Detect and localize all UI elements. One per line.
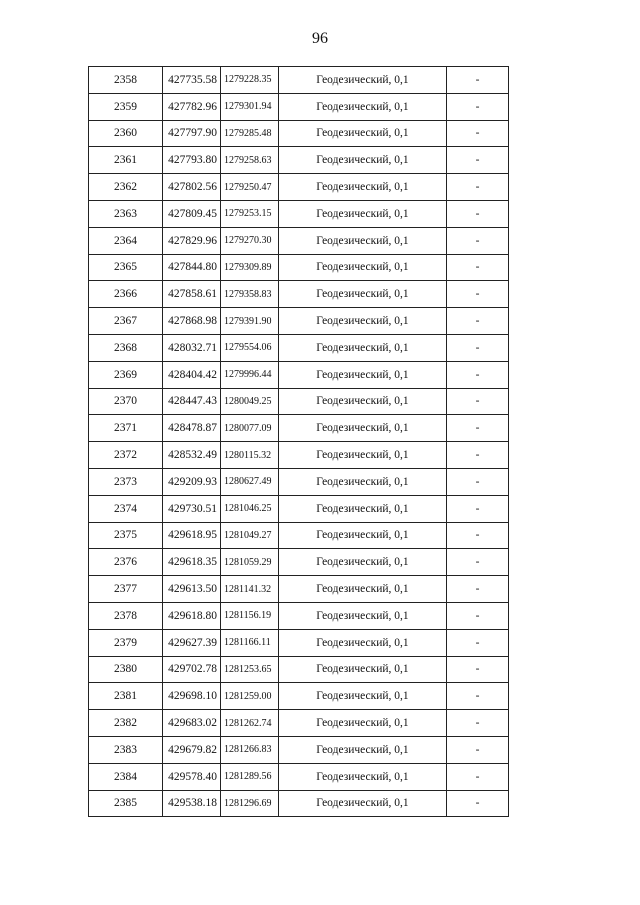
note-cell: - — [447, 495, 509, 522]
x-coordinate-cell: 427858.61 — [163, 281, 221, 308]
method-accuracy-cell: Геодезический, 0,1 — [279, 254, 447, 281]
point-number-cell: 2362 — [89, 174, 163, 201]
note-cell: - — [447, 67, 509, 94]
table-row — [89, 576, 509, 603]
table-row — [89, 120, 509, 147]
point-number-cell: 2379 — [89, 629, 163, 656]
y-coordinate-cell: 1281059.29 — [221, 549, 279, 576]
note-cell: - — [447, 602, 509, 629]
x-coordinate-cell: 429618.95 — [163, 522, 221, 549]
table-row — [89, 602, 509, 629]
note-cell: - — [447, 200, 509, 227]
method-accuracy-cell: Геодезический, 0,1 — [279, 736, 447, 763]
x-coordinate-cell: 428532.49 — [163, 442, 221, 469]
note-cell: - — [447, 254, 509, 281]
point-number-cell: 2380 — [89, 656, 163, 683]
note-cell: - — [447, 736, 509, 763]
table-row — [89, 522, 509, 549]
y-coordinate-cell: 1279309.89 — [221, 254, 279, 281]
point-number-cell: 2381 — [89, 683, 163, 710]
point-number-cell: 2371 — [89, 415, 163, 442]
note-cell: - — [447, 388, 509, 415]
method-accuracy-cell: Геодезический, 0,1 — [279, 442, 447, 469]
y-coordinate-cell: 1279285.48 — [221, 120, 279, 147]
point-number-cell: 2382 — [89, 710, 163, 737]
y-coordinate-cell: 1280627.49 — [221, 468, 279, 495]
y-coordinate-cell: 1279253.15 — [221, 200, 279, 227]
point-number-cell: 2369 — [89, 361, 163, 388]
x-coordinate-cell: 429578.40 — [163, 763, 221, 790]
point-number-cell: 2367 — [89, 308, 163, 335]
note-cell: - — [447, 93, 509, 120]
method-accuracy-cell: Геодезический, 0,1 — [279, 468, 447, 495]
y-coordinate-cell: 1279250.47 — [221, 174, 279, 201]
y-coordinate-cell: 1279358.83 — [221, 281, 279, 308]
note-cell: - — [447, 308, 509, 335]
y-coordinate-cell: 1281262.74 — [221, 710, 279, 737]
coordinates-table — [88, 66, 509, 817]
y-coordinate-cell: 1280077.09 — [221, 415, 279, 442]
point-number-cell: 2370 — [89, 388, 163, 415]
y-coordinate-cell: 1279554.06 — [221, 334, 279, 361]
method-accuracy-cell: Геодезический, 0,1 — [279, 93, 447, 120]
point-number-cell: 2383 — [89, 736, 163, 763]
table-row — [89, 656, 509, 683]
x-coordinate-cell: 428478.87 — [163, 415, 221, 442]
note-cell: - — [447, 120, 509, 147]
method-accuracy-cell: Геодезический, 0,1 — [279, 415, 447, 442]
table-row — [89, 468, 509, 495]
point-number-cell: 2373 — [89, 468, 163, 495]
method-accuracy-cell: Геодезический, 0,1 — [279, 67, 447, 94]
method-accuracy-cell: Геодезический, 0,1 — [279, 361, 447, 388]
table-row — [89, 388, 509, 415]
y-coordinate-cell: 1281259.00 — [221, 683, 279, 710]
point-number-cell: 2363 — [89, 200, 163, 227]
x-coordinate-cell: 429730.51 — [163, 495, 221, 522]
page-number: 96 — [312, 30, 328, 47]
method-accuracy-cell: Геодезический, 0,1 — [279, 120, 447, 147]
method-accuracy-cell: Геодезический, 0,1 — [279, 522, 447, 549]
table-row — [89, 629, 509, 656]
method-accuracy-cell: Геодезический, 0,1 — [279, 683, 447, 710]
note-cell: - — [447, 790, 509, 817]
note-cell: - — [447, 710, 509, 737]
x-coordinate-cell: 429618.80 — [163, 602, 221, 629]
x-coordinate-cell: 429698.10 — [163, 683, 221, 710]
point-number-cell: 2377 — [89, 576, 163, 603]
method-accuracy-cell: Геодезический, 0,1 — [279, 334, 447, 361]
table-row — [89, 710, 509, 737]
x-coordinate-cell: 429679.82 — [163, 736, 221, 763]
y-coordinate-cell: 1279391.90 — [221, 308, 279, 335]
table-row — [89, 495, 509, 522]
table-row — [89, 254, 509, 281]
table-row — [89, 200, 509, 227]
y-coordinate-cell: 1279301.94 — [221, 93, 279, 120]
y-coordinate-cell: 1281253.65 — [221, 656, 279, 683]
y-coordinate-cell: 1281046.25 — [221, 495, 279, 522]
x-coordinate-cell: 428447.43 — [163, 388, 221, 415]
method-accuracy-cell: Геодезический, 0,1 — [279, 790, 447, 817]
point-number-cell: 2361 — [89, 147, 163, 174]
method-accuracy-cell: Геодезический, 0,1 — [279, 629, 447, 656]
point-number-cell: 2366 — [89, 281, 163, 308]
x-coordinate-cell: 427802.56 — [163, 174, 221, 201]
x-coordinate-cell: 429702.78 — [163, 656, 221, 683]
method-accuracy-cell: Геодезический, 0,1 — [279, 147, 447, 174]
table-row — [89, 683, 509, 710]
note-cell: - — [447, 281, 509, 308]
x-coordinate-cell: 427797.90 — [163, 120, 221, 147]
y-coordinate-cell: 1279270.30 — [221, 227, 279, 254]
note-cell: - — [447, 415, 509, 442]
method-accuracy-cell: Геодезический, 0,1 — [279, 227, 447, 254]
note-cell: - — [447, 656, 509, 683]
method-accuracy-cell: Геодезический, 0,1 — [279, 549, 447, 576]
note-cell: - — [447, 468, 509, 495]
x-coordinate-cell: 427735.58 — [163, 67, 221, 94]
x-coordinate-cell: 429618.35 — [163, 549, 221, 576]
y-coordinate-cell: 1281156.19 — [221, 602, 279, 629]
note-cell: - — [447, 361, 509, 388]
table-row — [89, 790, 509, 817]
point-number-cell: 2365 — [89, 254, 163, 281]
table-row — [89, 361, 509, 388]
method-accuracy-cell: Геодезический, 0,1 — [279, 174, 447, 201]
y-coordinate-cell: 1280049.25 — [221, 388, 279, 415]
method-accuracy-cell: Геодезический, 0,1 — [279, 281, 447, 308]
table-row — [89, 415, 509, 442]
table-row — [89, 763, 509, 790]
point-number-cell: 2384 — [89, 763, 163, 790]
note-cell: - — [447, 227, 509, 254]
x-coordinate-cell: 429613.50 — [163, 576, 221, 603]
point-number-cell: 2364 — [89, 227, 163, 254]
note-cell: - — [447, 174, 509, 201]
x-coordinate-cell: 429209.93 — [163, 468, 221, 495]
point-number-cell: 2358 — [89, 67, 163, 94]
note-cell: - — [447, 334, 509, 361]
x-coordinate-cell: 429683.02 — [163, 710, 221, 737]
note-cell: - — [447, 147, 509, 174]
x-coordinate-cell: 429538.18 — [163, 790, 221, 817]
y-coordinate-cell: 1281141.32 — [221, 576, 279, 603]
point-number-cell: 2372 — [89, 442, 163, 469]
y-coordinate-cell: 1280115.32 — [221, 442, 279, 469]
y-coordinate-cell: 1281049.27 — [221, 522, 279, 549]
note-cell: - — [447, 442, 509, 469]
x-coordinate-cell: 428404.42 — [163, 361, 221, 388]
y-coordinate-cell: 1281166.11 — [221, 629, 279, 656]
point-number-cell: 2360 — [89, 120, 163, 147]
y-coordinate-cell: 1281296.69 — [221, 790, 279, 817]
point-number-cell: 2376 — [89, 549, 163, 576]
table-row — [89, 147, 509, 174]
method-accuracy-cell: Геодезический, 0,1 — [279, 388, 447, 415]
table-row — [89, 308, 509, 335]
note-cell: - — [447, 763, 509, 790]
x-coordinate-cell: 429627.39 — [163, 629, 221, 656]
point-number-cell: 2359 — [89, 93, 163, 120]
x-coordinate-cell: 427829.96 — [163, 227, 221, 254]
method-accuracy-cell: Геодезический, 0,1 — [279, 710, 447, 737]
note-cell: - — [447, 629, 509, 656]
y-coordinate-cell: 1279228.35 — [221, 67, 279, 94]
y-coordinate-cell: 1279996.44 — [221, 361, 279, 388]
x-coordinate-cell: 427809.45 — [163, 200, 221, 227]
method-accuracy-cell: Геодезический, 0,1 — [279, 308, 447, 335]
x-coordinate-cell: 427782.96 — [163, 93, 221, 120]
table-row — [89, 174, 509, 201]
x-coordinate-cell: 428032.71 — [163, 334, 221, 361]
table-row — [89, 67, 509, 94]
note-cell: - — [447, 549, 509, 576]
method-accuracy-cell: Геодезический, 0,1 — [279, 602, 447, 629]
method-accuracy-cell: Геодезический, 0,1 — [279, 763, 447, 790]
point-number-cell: 2375 — [89, 522, 163, 549]
table-row — [89, 334, 509, 361]
note-cell: - — [447, 522, 509, 549]
table-row — [89, 93, 509, 120]
method-accuracy-cell: Геодезический, 0,1 — [279, 495, 447, 522]
x-coordinate-cell: 427844.80 — [163, 254, 221, 281]
y-coordinate-cell: 1279258.63 — [221, 147, 279, 174]
table-row — [89, 227, 509, 254]
table-row — [89, 736, 509, 763]
table-row — [89, 281, 509, 308]
note-cell: - — [447, 576, 509, 603]
x-coordinate-cell: 427793.80 — [163, 147, 221, 174]
coordinates-table-body — [89, 67, 509, 817]
point-number-cell: 2374 — [89, 495, 163, 522]
note-cell: - — [447, 683, 509, 710]
table-row — [89, 442, 509, 469]
y-coordinate-cell: 1281266.83 — [221, 736, 279, 763]
method-accuracy-cell: Геодезический, 0,1 — [279, 200, 447, 227]
point-number-cell: 2385 — [89, 790, 163, 817]
method-accuracy-cell: Геодезический, 0,1 — [279, 656, 447, 683]
x-coordinate-cell: 427868.98 — [163, 308, 221, 335]
method-accuracy-cell: Геодезический, 0,1 — [279, 576, 447, 603]
y-coordinate-cell: 1281289.56 — [221, 763, 279, 790]
table-row — [89, 549, 509, 576]
point-number-cell: 2378 — [89, 602, 163, 629]
point-number-cell: 2368 — [89, 334, 163, 361]
